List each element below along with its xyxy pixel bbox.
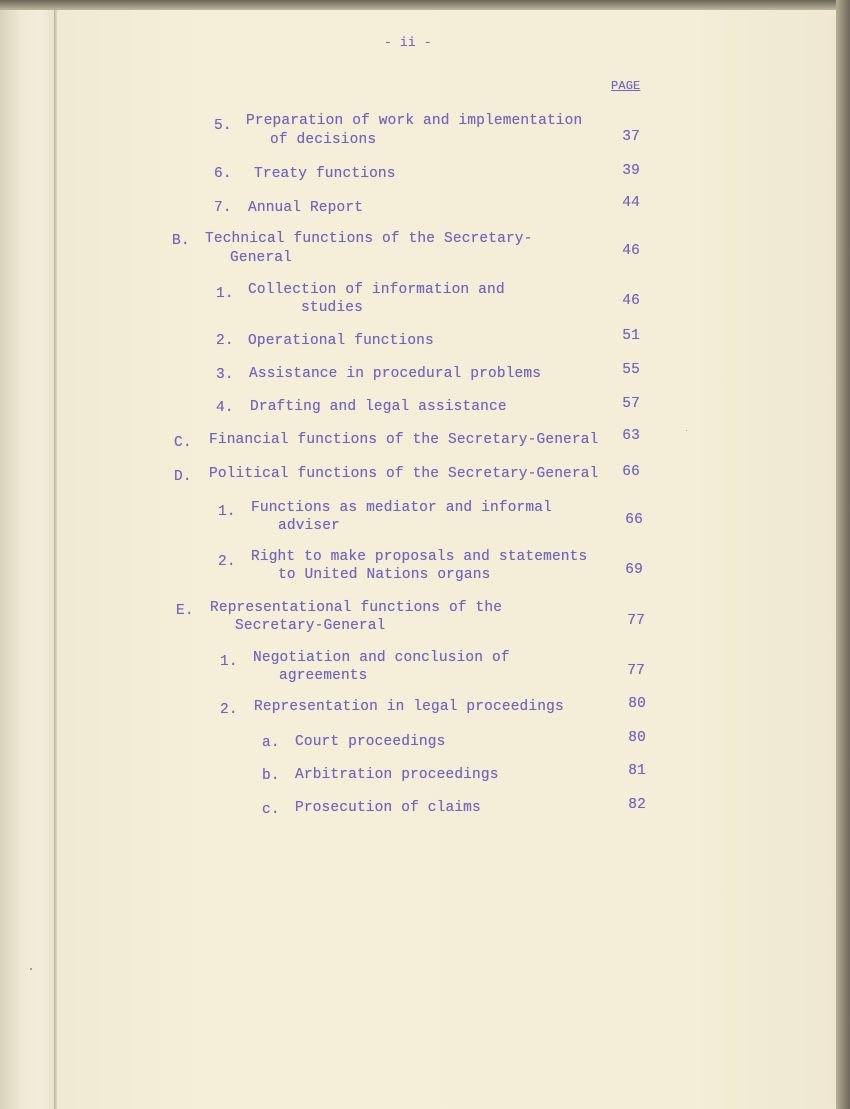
entry-marker: a. <box>262 735 280 751</box>
binding-margin <box>0 10 58 1109</box>
entry-marker: 4. <box>216 400 234 416</box>
entry-page: 37 <box>622 129 640 145</box>
entry-page: 46 <box>622 243 640 259</box>
entry-page: 77 <box>627 613 645 629</box>
entry-marker: D. <box>174 469 192 485</box>
entry-page: 66 <box>622 464 640 480</box>
entry-marker: b. <box>262 768 280 784</box>
entry-title-continued: agreements <box>279 668 368 684</box>
entry-page: 66 <box>625 512 643 528</box>
entry-title-continued: of decisions <box>270 132 377 148</box>
entry-page: 57 <box>622 396 640 412</box>
entry-title: Negotiation and conclusion of <box>253 650 510 666</box>
entry-page: 82 <box>628 797 646 813</box>
entry-marker: B. <box>172 233 190 249</box>
entry-title: Court proceedings <box>295 734 446 750</box>
entry-marker: 5. <box>214 118 232 134</box>
entry-page: 69 <box>625 562 643 578</box>
entry-marker: c. <box>262 802 280 818</box>
entry-page: 63 <box>622 428 640 444</box>
entry-page: 44 <box>622 195 640 211</box>
entry-page: 55 <box>622 362 640 378</box>
entry-title: Drafting and legal assistance <box>250 399 507 415</box>
entry-page: 39 <box>622 163 640 179</box>
entry-title: Right to make proposals and statements <box>251 549 588 565</box>
entry-marker: 2. <box>220 702 238 718</box>
entry-title: Functions as mediator and informal <box>251 500 552 516</box>
entry-marker: 6. <box>214 166 232 182</box>
entry-title: Collection of information and <box>248 282 505 298</box>
entry-title: Political functions of the Secretary-General <box>209 466 599 482</box>
entry-page: 46 <box>622 293 640 309</box>
entry-title: Preparation of work and implementation <box>246 113 583 129</box>
entry-page: 80 <box>628 696 646 712</box>
entry-marker: E. <box>176 603 194 619</box>
entry-title: Technical functions of the Secretary- <box>205 231 533 247</box>
entry-page: 51 <box>622 328 640 344</box>
entry-title: Representational functions of the <box>210 600 503 616</box>
entry-marker: C. <box>174 435 192 451</box>
entry-title: Prosecution of claims <box>295 800 481 816</box>
entry-marker: 1. <box>216 286 234 302</box>
entry-marker: 1. <box>218 504 236 520</box>
entry-title: Treaty functions <box>254 166 396 182</box>
entry-page: 81 <box>628 763 646 779</box>
entry-title: Financial functions of the Secretary-General <box>209 432 599 448</box>
entry-marker: 3. <box>216 367 234 383</box>
paper-speck <box>686 430 687 431</box>
entry-title: Annual Report <box>248 200 364 216</box>
entry-title-continued: studies <box>301 300 363 316</box>
entry-title-continued: to United Nations organs <box>278 567 491 583</box>
scan-right-edge <box>836 0 850 1109</box>
paper-speck <box>30 968 32 970</box>
entry-title: Representation in legal proceedings <box>254 699 564 715</box>
entry-page: 80 <box>628 730 646 746</box>
entry-marker: 2. <box>216 333 234 349</box>
entry-marker: 1. <box>220 654 238 670</box>
entry-title-continued: Secretary-General <box>235 618 386 634</box>
entry-marker: 7. <box>214 200 232 216</box>
entry-title: Assistance in procedural problems <box>249 366 542 382</box>
page-column-header: PAGE <box>611 79 641 93</box>
entry-title-continued: General <box>230 250 292 266</box>
entry-page: 77 <box>627 663 645 679</box>
entry-title: Operational functions <box>248 333 434 349</box>
page-number: - ii - <box>384 35 432 50</box>
entry-title: Arbitration proceedings <box>295 767 499 783</box>
entry-title-continued: adviser <box>278 518 340 534</box>
entry-marker: 2. <box>218 554 236 570</box>
